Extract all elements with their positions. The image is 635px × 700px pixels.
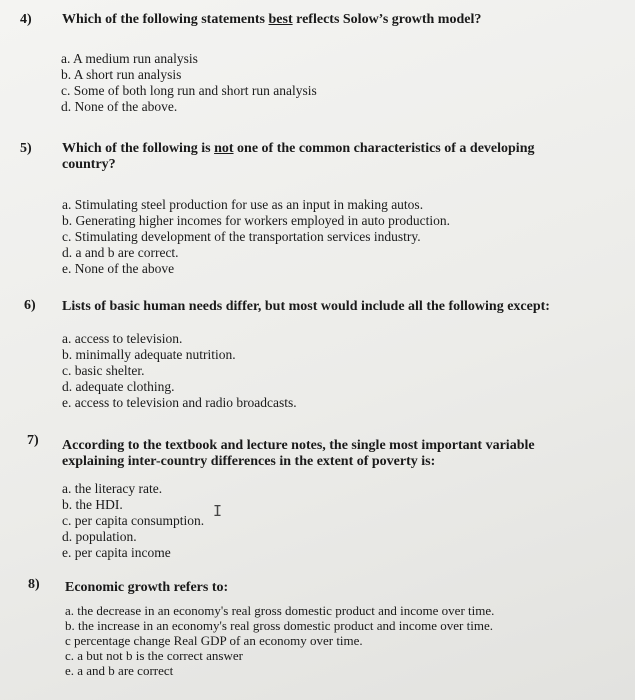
question-number: 5): [20, 141, 32, 156]
question-number: 7): [27, 433, 39, 448]
question-number: 6): [24, 298, 36, 313]
option-b[interactable]: b. A short run analysis: [61, 67, 182, 82]
option-a[interactable]: a. A medium run analysis: [61, 51, 198, 66]
option-d[interactable]: d. None of the above.: [61, 99, 178, 114]
option-e[interactable]: e. per capita income: [62, 545, 171, 560]
text-cursor-icon: I: [213, 502, 223, 520]
option-b[interactable]: b. minimally adequate nutrition.: [62, 347, 236, 362]
option-b[interactable]: b. the HDI.: [62, 497, 123, 512]
option-c[interactable]: c. a but not b is the correct answer: [65, 648, 243, 663]
option-c[interactable]: c. Stimulating development of the transportation services industry.: [62, 229, 421, 244]
option-b[interactable]: b. the increase in an economy's real gross domestic product and income over time.: [65, 618, 493, 633]
question-number: 4): [20, 12, 32, 27]
option-b[interactable]: b. Generating higher incomes for workers employed in auto production.: [62, 213, 451, 228]
question-text: Economic growth refers to:: [65, 580, 229, 595]
option-d[interactable]: d. a and b are correct.: [62, 245, 179, 260]
emphasis-best: best: [268, 12, 293, 27]
question-number: 8): [28, 577, 40, 592]
option-d[interactable]: d. population.: [62, 529, 137, 544]
option-c[interactable]: c. basic shelter.: [62, 363, 145, 378]
question-text: According to the textbook and lecture notes, the single most important variable explaining inter-country differences in the extent of poverty is:: [62, 438, 535, 469]
emphasis-not: not: [214, 141, 234, 156]
option-list: [62, 197, 602, 277]
question-text: Which of the following is not one of the common characteristics of a developing country?: [62, 141, 535, 172]
option-a[interactable]: a. the decrease in an economy's real gross domestic product and income over time.: [65, 603, 495, 618]
option-list: [62, 481, 602, 561]
option-list: [62, 331, 602, 411]
option-e[interactable]: e. None of the above: [62, 261, 175, 276]
option-c[interactable]: c. per capita consumption.: [62, 513, 205, 528]
option-a[interactable]: a. access to television.: [62, 331, 183, 346]
option-a[interactable]: a. Stimulating steel production for use as an input in making autos.: [62, 197, 424, 212]
option-e[interactable]: e. a and b are correct: [65, 663, 174, 678]
option-e[interactable]: e. access to television and radio broadcasts.: [62, 395, 297, 410]
question-text: Which of the following statements best reflects Solow’s growth model?: [62, 12, 482, 27]
option-list: [61, 51, 601, 115]
question-text: Lists of basic human needs differ, but most would include all the following except:: [62, 299, 550, 314]
option-list: [65, 603, 605, 678]
option-c[interactable]: c. Some of both long run and short run analysis: [61, 83, 317, 98]
option-c-percentage[interactable]: c percentage change Real GDP of an economy over time.: [65, 633, 363, 648]
option-d[interactable]: d. adequate clothing.: [62, 379, 175, 394]
option-a[interactable]: a. the literacy rate.: [62, 481, 163, 496]
